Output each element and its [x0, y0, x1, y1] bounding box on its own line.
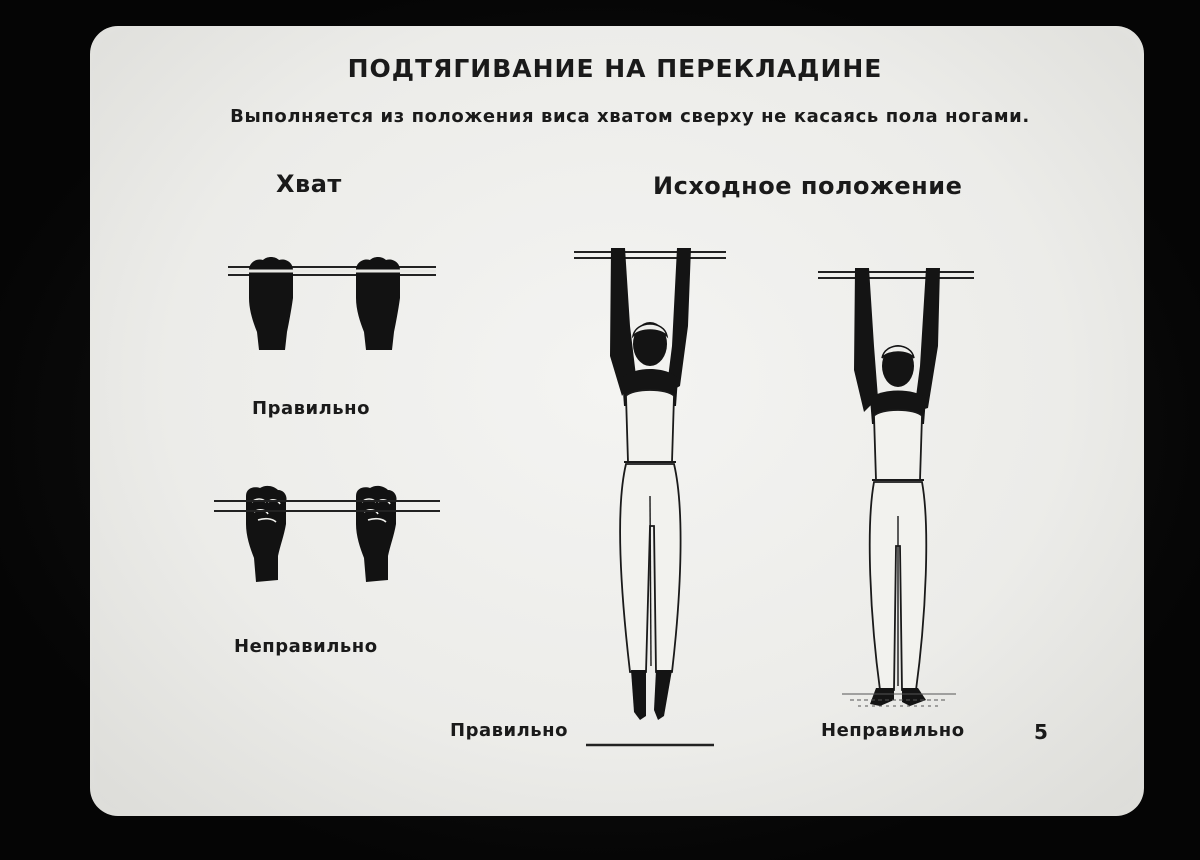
filmstrip-slide [90, 26, 1144, 816]
grip-correct-illustration [228, 257, 436, 350]
slide-title: ПОДТЯГИВАНИЕ НА ПЕРЕКЛАДИНЕ [347, 54, 883, 83]
slide-subtitle: Выполняется из положения виса хватом сверху не касаясь пола ногами. [230, 106, 1030, 127]
figure-correct-hang [574, 248, 726, 745]
grip-incorrect-label: Неправильно [234, 636, 378, 657]
start-incorrect-label: Неправильно [821, 720, 965, 741]
start-position-heading: Исходное положение [653, 172, 963, 200]
grip-correct-label: Правильно [252, 398, 370, 419]
start-correct-label: Правильно [450, 720, 568, 741]
figure-incorrect-standing [818, 268, 974, 706]
illustrations [90, 26, 1144, 816]
grip-incorrect-illustration [214, 486, 440, 582]
page-number: 5 [1034, 720, 1049, 744]
grip-heading: Хват [276, 170, 342, 198]
